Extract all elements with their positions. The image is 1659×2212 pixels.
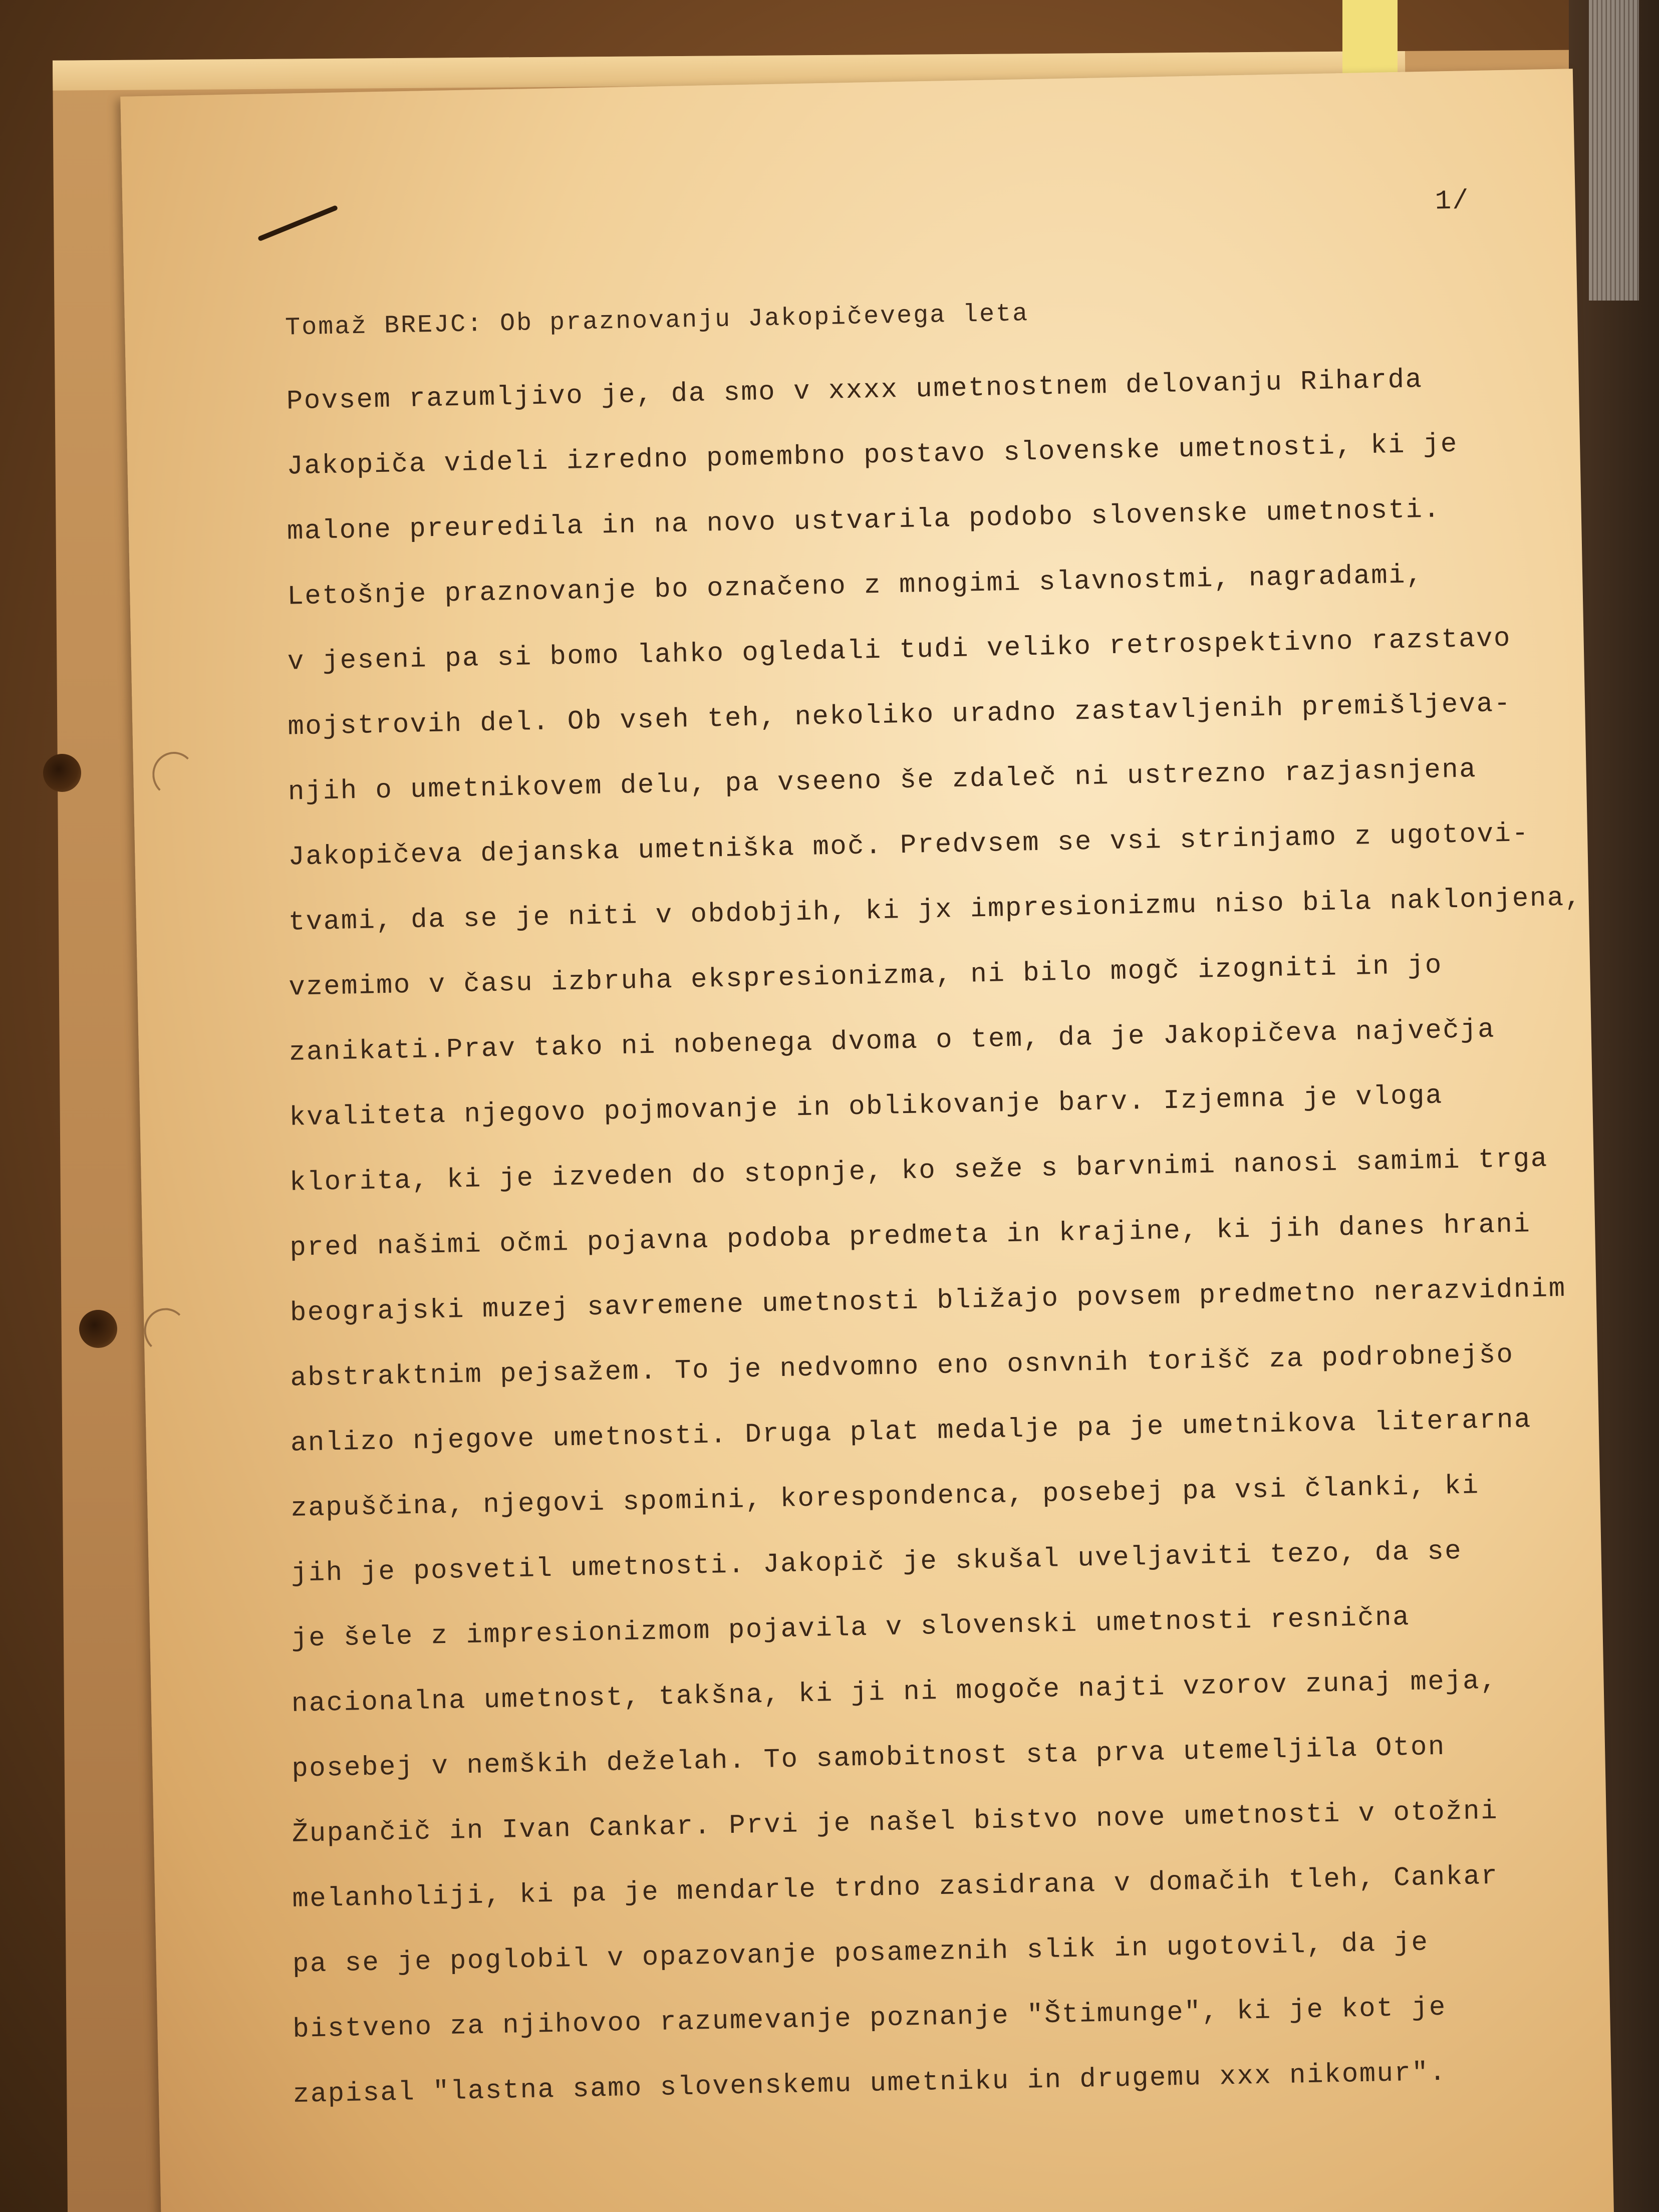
punch-hole-outer-bottom bbox=[79, 1310, 117, 1348]
text-line: melanholiji, ki pa je mendarle trdno zasidrana v domačih tleh, Cankar bbox=[292, 1861, 1499, 1915]
text-line: vzemimo v času izbruha ekspresionizma, ni bilo mogč izogniti in jo bbox=[288, 950, 1443, 1003]
text-line: kvaliteta njegovo pojmovanje in oblikovanje barv. Izjemna je vloga bbox=[289, 1080, 1444, 1134]
text-line: zapisal "lastna samo slovenskemu umetniku in drugemu xxx nikomur". bbox=[293, 2057, 1447, 2110]
text-line: nacionalna umetnost, takšna, ki ji ni mogoče najti vzorov zunaj meja, bbox=[291, 1666, 1498, 1720]
punch-hole-top bbox=[152, 751, 196, 797]
text-line: tvami, da se je niti v obdobjih, ki jx impresionizmu niso bila naklonjena, bbox=[288, 883, 1583, 938]
text-line: Letošnje praznovanje bo označeno z mnogimi slavnostmi, nagradami, bbox=[287, 560, 1424, 613]
text-line: Župančič in Ivan Cankar. Prvi je našel bistvo nove umetnosti v otožni bbox=[292, 1796, 1499, 1850]
text-line: bistveno za njihovoo razumevanje poznanje "Štimunge", ki je kot je bbox=[292, 1992, 1447, 2045]
text-line: zanikati.Prav tako ni nobenega dvoma o tem, da je Jakopičeva največja bbox=[289, 1014, 1496, 1068]
text-line: pa se je poglobil v opazovanje posameznih slik in ugotovil, da je bbox=[292, 1927, 1429, 1980]
page-number: 1/ bbox=[1435, 186, 1470, 217]
text-line: abstraktnim pejsažem. To je nedvomno eno osnvnih torišč za podrobnejšo bbox=[290, 1339, 1514, 1394]
text-line: mojstrovih del. Ob vseh teh, nekoliko uradno zastavljenih premišljeva- bbox=[287, 688, 1512, 743]
text-line: malone preuredila in na novo ustvarila podobo slovenske umetnosti. bbox=[287, 494, 1441, 547]
text-line: jih je posvetil umetnosti. Jakopič je skušal uveljaviti tezo, da se bbox=[291, 1536, 1463, 1589]
punch-hole-bottom bbox=[144, 1308, 188, 1354]
text-line: klorita, ki je izveden do stopnje, ko seže s barvnimi nanosi samimi trga bbox=[289, 1144, 1549, 1199]
text-line: Jakopičeva dejanska umetniška moč. Predvsem se vsi strinjamo z ugotovi- bbox=[288, 818, 1530, 873]
text-line: pred našimi očmi pojavna podoba predmeta in krajine, ki jih danes hrani bbox=[289, 1209, 1531, 1264]
text-line: Jakopiča videli izredno pomembno postavo slovenske umetnosti, ki je bbox=[286, 429, 1459, 482]
text-line: v jeseni pa si bomo lahko ogledali tudi veliko retrospektivno razstavo bbox=[287, 623, 1512, 678]
text-line: posebej v nemških deželah. To samobitnost sta prva utemeljila Oton bbox=[291, 1732, 1446, 1785]
document-title: Tomaž BREJC: Ob praznovanju Jakopičevega leta bbox=[285, 300, 1029, 343]
pen-stroke-mark bbox=[257, 205, 338, 241]
stacked-papers bbox=[1589, 0, 1639, 301]
text-line: beograjski muzej savremene umetnosti bližajo povsem predmetno nerazvidnim bbox=[290, 1273, 1567, 1329]
text-line: zapuščina, njegovi spomini, korespondenca, posebej pa vsi članki, ki bbox=[290, 1471, 1480, 1524]
punch-hole-outer-top bbox=[43, 754, 81, 792]
text-line: njih o umetnikovem delu, pa vseeno še zdaleč ni ustrezno razjasnjena bbox=[288, 754, 1477, 808]
text-line: je šele z impresionizmom pojavila v slovenski umetnosti resnična bbox=[291, 1602, 1411, 1654]
text-line: anlizo njegove umetnosti. Druga plat medalje pa je umetnikova literarna bbox=[290, 1405, 1532, 1459]
yellow-tab bbox=[1342, 0, 1398, 75]
typewritten-page bbox=[120, 69, 1614, 2212]
text-line: Povsem razumljivo je, da smo v xxxx umetnostnem delovanju Riharda bbox=[286, 365, 1424, 417]
